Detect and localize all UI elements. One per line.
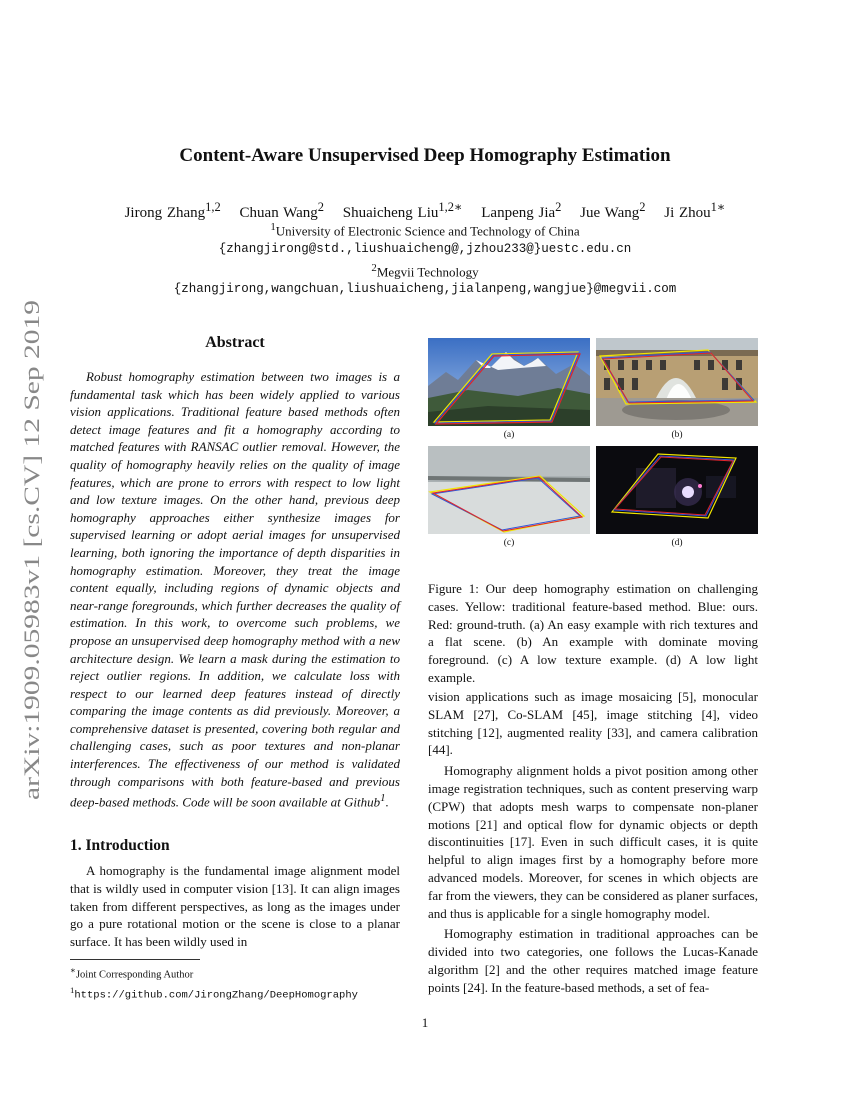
footnote-code-url[interactable]: $^1$https://github.com/JirongZhang/DeepHomography	[70, 984, 358, 1001]
arxiv-side-stamp	[12, 295, 48, 805]
figure-1	[428, 338, 760, 556]
author: Ji Zhou$^{1∗}$	[664, 200, 726, 221]
paragraph: Homography estimation in traditional approaches can be divided into two categories, one follows the Lucas-Kanade algorithm [2] and the other requires matched image feature points [24]. In the feature-based methods, a set of fea-	[428, 926, 758, 995]
panel-label-a: (a)	[503, 430, 515, 440]
low-light-image	[596, 446, 758, 534]
figure-panel-a	[428, 338, 590, 440]
arxiv-id-text: arXiv:1909.05983v1 [cs.CV] 12 Sep 2019	[19, 418, 44, 800]
affiliation-2: $^2$Megvii Technology	[371, 262, 479, 280]
right-column-text	[428, 688, 758, 1000]
affiliation-1: $^1$University of Electronic Science and Technology of China	[270, 221, 580, 239]
figure-panel-c	[428, 446, 590, 548]
footnote-divider	[70, 959, 200, 960]
abstract-body: Robust homography estimation between two images is a fundamental task which has been widely applied to various vision applications. Traditional feature based methods often detect image features and fit a homography according to matched features with RANSAC outlier removal. However, the quality of homography heavily relies on the quality of image features, which are prone to errors with respect to low light and low texture images. On the other hand, previous deep homography approaches either synthesize images for supervised learning or adopt aerial images for unsupervised learning, both ignoring the importance of depth disparities in homography estimation. Moreover, they treat the image content equally, including regions of dynamic objects and near-range foregrounds, which further decreases the quality of estimation. In this work, to overcome such problems, we propose an unsupervised deep homography method with a new architecture design. We learn a mask during the estimation to reject outlier regions. In addition, we calculate loss with respect to our learned deep features instead of directly comparing the image contents as did previously. Moreover, a comprehensive dataset is presented, covering both regular and challenging cases, such as poor textures and non-planar interferences. The effectiveness of our method is validated through comparisons with both feature-based and previous deep-based methods. Code will be soon available at Github$^1$.	[70, 369, 400, 810]
abstract-heading: Abstract	[205, 334, 265, 351]
author: Chuan Wang$^2$	[239, 200, 325, 221]
paragraph: vision applications such as image mosaicing [5], monocular SLAM [27], Co-SLAM [45], image stitching [4], video stitching [12], augmented reality [33], and camera calibration [44].	[428, 689, 758, 758]
paper-title: Content-Aware Unsupervised Deep Homography Estimation	[179, 145, 671, 166]
author-list	[60, 199, 790, 222]
building-fountain-image	[596, 338, 758, 426]
low-texture-image	[428, 446, 590, 534]
affiliation-2-email: {zhangjirong,wangchuan,liushuaicheng,jialanpeng,wangjue}@megvii.com	[173, 282, 677, 296]
author: Jue Wang$^2$	[580, 200, 646, 221]
section-heading-introduction: 1. Introduction	[70, 837, 170, 854]
intro-paragraph: A homography is the fundamental image alignment model that is wildly used in computer vision [13]. It can align images taken from different perspectives, as long as the images under go a pure rotational motion or the scene is close to a planar surface. It has been wildly used in	[70, 863, 400, 950]
panel-label-d: (d)	[671, 538, 683, 548]
page-number: 1	[421, 1015, 429, 1030]
footnote-ref: 1	[380, 792, 386, 805]
footnote-joint-author: ∗Joint Corresponding Author	[70, 965, 194, 981]
paragraph: Homography alignment holds a pivot position among other image registration techniques, such as content preserving warp (CPW) that adopts mesh warps to compensate non-planer motions [21] and optical flow for dynamic objects or depth discontinuities [17]. Even in such difficult cases, it is quite helpful to align images first by a homography before more advanced models. Moreover, for scenes in which objects are far from the viewers, they can be considered as planer surfaces, and thus is applicable for a single homography model.	[428, 763, 758, 921]
figure-panel-b	[596, 338, 758, 440]
footnotes	[70, 963, 358, 1003]
author: Jirong Zhang$^{1,2}$	[124, 200, 221, 221]
affiliation-1-email: {zhangjirong@std.,liushuaicheng@,jzhou233@}uestc.edu.cn	[218, 242, 632, 256]
panel-label-b: (b)	[671, 430, 683, 440]
mountain-scene-image	[428, 338, 590, 426]
author: Shuaicheng Liu$^{1,2∗}$	[342, 200, 463, 221]
panel-label-c: (c)	[503, 538, 515, 548]
figure-panel-d	[596, 446, 758, 548]
figure-1-caption: Figure 1: Our deep homography estimation on challenging cases. Yellow: traditional feature-based method. Blue: ours. Red: ground-truth. (a) An easy example with rich textures and a flat scene. (b) An example with dominate moving foreground. (c) A low texture example. (d) A low light example.	[428, 581, 758, 685]
author: Lanpeng Jia$^2$	[481, 200, 562, 221]
